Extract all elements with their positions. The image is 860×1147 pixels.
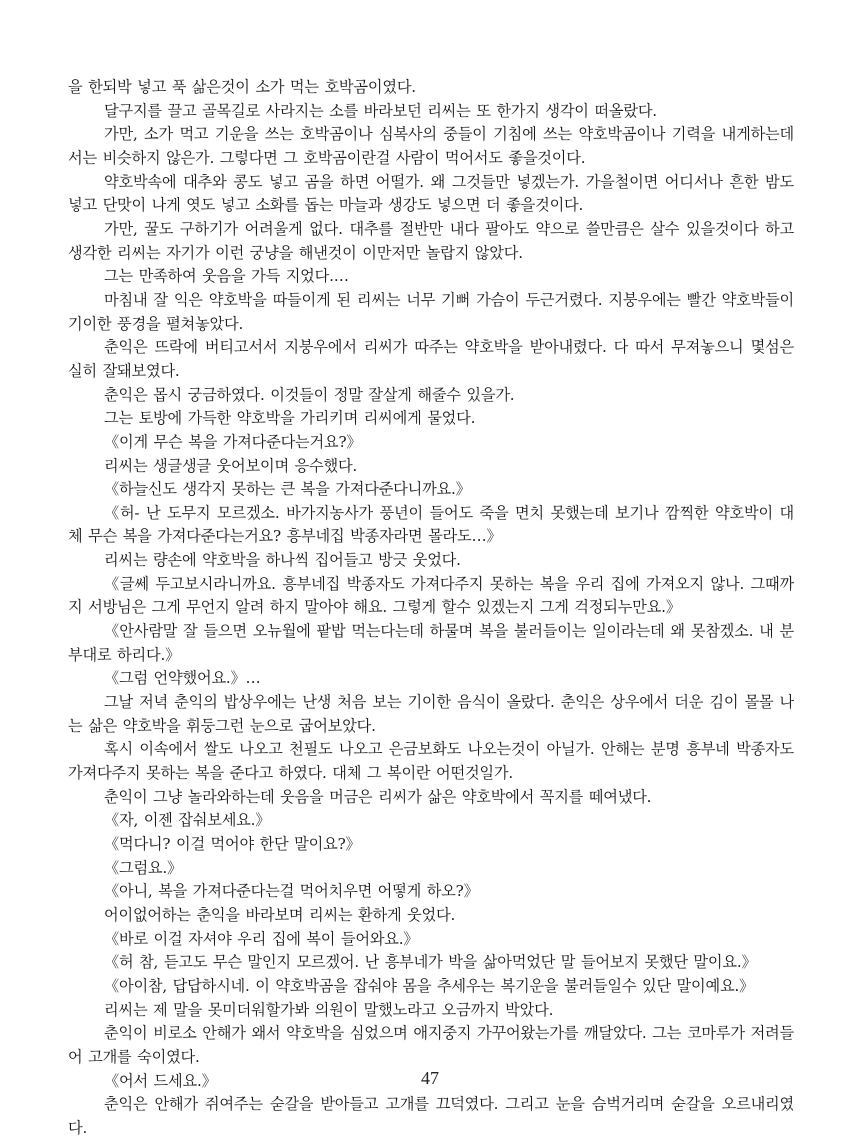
paragraph: 춘익이 비로소 안해가 왜서 약호박을 심었으며 애지중지 가꾸어왔는가를 깨달았다. 그는 코마루가 저려들어 고개를 숙이였다. <box>68 1024 794 1066</box>
dialogue-line: 《그럼요.》 <box>104 858 183 877</box>
paragraph: 달구지를 끌고 골목길로 사라지는 소를 바라보던 리씨는 또 한가지 생각이 떠올랐다. <box>104 101 657 120</box>
dialogue-line: 《아니, 복을 가져다준다는걸 먹어치우면 어떻게 하오?》 <box>104 882 479 901</box>
dialogue-line: 《허- 난 도무지 모르겠소. 바가지농사가 풍년이 들어도 죽을 면치 못했는데 보기나 깜찍한 약호박이 대체 무슨 복을 가져다준다는거요? 흥부네집 박종자라면 몰라도…》 <box>68 503 794 546</box>
dialogue-line: 《자, 이젠 잡숴보세요.》 <box>104 811 271 830</box>
paragraph: 춘익이 그냥 놀라와하는데 웃음을 머금은 리씨가 삶은 약호박에서 꼭지를 떼여냈다. <box>104 787 652 806</box>
dialogue-line: 《하늘신도 생각지 못하는 큰 복을 가져다준다니까요.》 <box>104 480 471 499</box>
paragraph: 리씨는 생글생글 웃어보이며 응수했다. <box>104 456 358 475</box>
document-body <box>68 76 794 1141</box>
dialogue-line: 《글쎄 두고보시라니까요. 흥부네집 박종자도 가져다주지 못하는 복을 우리 집에 가져오지 않나. 그때까지 서방님은 그게 무언지 알려 하지 말아야 해요. 그렇게 할수 있겠는지 그게 걱정되누만요.》 <box>68 574 794 617</box>
paragraph: 그날 저녁 춘익의 밥상우에는 난생 처음 보는 기이한 음식이 올랐다. 춘익은 상우에서 더운 김이 몰몰 나는 삶은 약호박을 휘둥그런 눈으로 굽어보았다. <box>68 693 794 735</box>
paragraph: 춘익은 뜨락에 버티고서서 지붕우에서 리씨가 따주는 약호박을 받아내렸다. 다 따서 무져놓으니 몇섬은 실히 잘돼보였다. <box>68 338 794 380</box>
page-number: 47 <box>421 1068 439 1088</box>
paragraph: 가만, 소가 먹고 기운을 쓰는 호박곰이나 심복사의 중들이 기침에 쓰는 약호박곰이나 기력을 내게하는데서는 비슷하지 않은가. 그렇다면 그 호박곰이란걸 사람이 먹어서도 좋을것이다. <box>68 125 794 167</box>
dialogue-line: 《그럼 언약했어요.》… <box>104 669 261 688</box>
dialogue-line: 《바로 이걸 자셔야 우리 집에 복이 들어와요.》 <box>104 929 419 948</box>
paragraph: 그는 만족하여 웃음을 가득 지었다.… <box>104 267 349 286</box>
paragraph: 어이없어하는 춘익을 바라보며 리씨는 환하게 웃었다. <box>104 905 456 924</box>
paragraph: 춘익은 몹시 궁금하였다. 이것들이 정말 잘살게 해줄수 있을가. <box>104 385 515 404</box>
paragraph: 약호박속에 대추와 콩도 넣고 곰을 하면 어떨가. 왜 그것들만 넣겠는가. 가을철이면 어디서나 흔한 밤도 넣고 단맛이 나게 엿도 넣고 소화를 돕는 마늘과 생강도 넣으면 더 좋을것이다. <box>68 172 794 215</box>
dialogue-line: 《안사람말 잘 들으면 오뉴월에 팥밥 먹는다는데 하물며 복을 불러들이는 일이라는데 왜 못참겠소. 내 분부대로 하리다.》 <box>68 622 794 664</box>
dialogue-line: 《먹다니? 이걸 먹어야 한단 말이요?》 <box>104 835 361 853</box>
dialogue-line: 《허 참, 듣고도 무슨 말인지 모르겠어. 난 흥부네가 박을 삶아먹었단 말 들어보지 못했단 말이요.》 <box>104 953 757 972</box>
dialogue-line: 《이게 무슨 복을 가져다준다는거요?》 <box>104 432 362 451</box>
paragraph: 리씨는 량손에 약호박을 하나씩 집어들고 방긋 웃었다. <box>104 551 461 570</box>
paragraph: 마침내 잘 익은 약호박을 따들이게 된 리씨는 너무 기뻐 가슴이 두근거렸다. 지붕우에는 빨간 약호박들이 기이한 풍경을 펼쳐놓았다. <box>68 290 794 333</box>
paragraph: 혹시 이속에서 쌀도 나오고 천필도 나오고 은금보화도 나오는것이 아닐가. 안해는 분명 흥부네 박종자도 가져다주지 못하는 복을 준다고 하였다. 대체 그 복이란 어떤것일가. <box>68 740 794 783</box>
paragraph: 그는 토방에 가득한 약호박을 가리키며 리씨에게 물었다. <box>104 409 476 428</box>
paragraph: 리씨는 제 말을 못미더워할가봐 의원이 말했노라고 오금까지 박았다. <box>104 1000 554 1019</box>
dialogue-line: 《아이참, 답답하시네. 이 약호박곰을 잡숴야 몸을 추세우는 복기운을 불러들일수 있단 말이예요.》 <box>104 976 755 995</box>
paragraph: 가만, 꿀도 구하기가 어려울게 없다. 대추를 절반만 내다 팔아도 약으로 쓸만큼은 살수 있을것이다 하고 생각한 리씨는 자기가 이런 궁냥을 해낸것이 이만저만 놀랍지 않았다. <box>68 219 794 262</box>
paragraph: 춘익은 안해가 쥐여주는 숟갈을 받아들고 고개를 끄덕였다. 그리고 눈을 슴벅거리며 숟갈을 오르내리였다. <box>68 1095 794 1137</box>
dialogue-line: 《어서 드세요.》 <box>104 1071 217 1090</box>
paragraph: 을 한되박 넣고 푹 삶은것이 소가 먹는 호박곰이였다. <box>68 78 416 96</box>
